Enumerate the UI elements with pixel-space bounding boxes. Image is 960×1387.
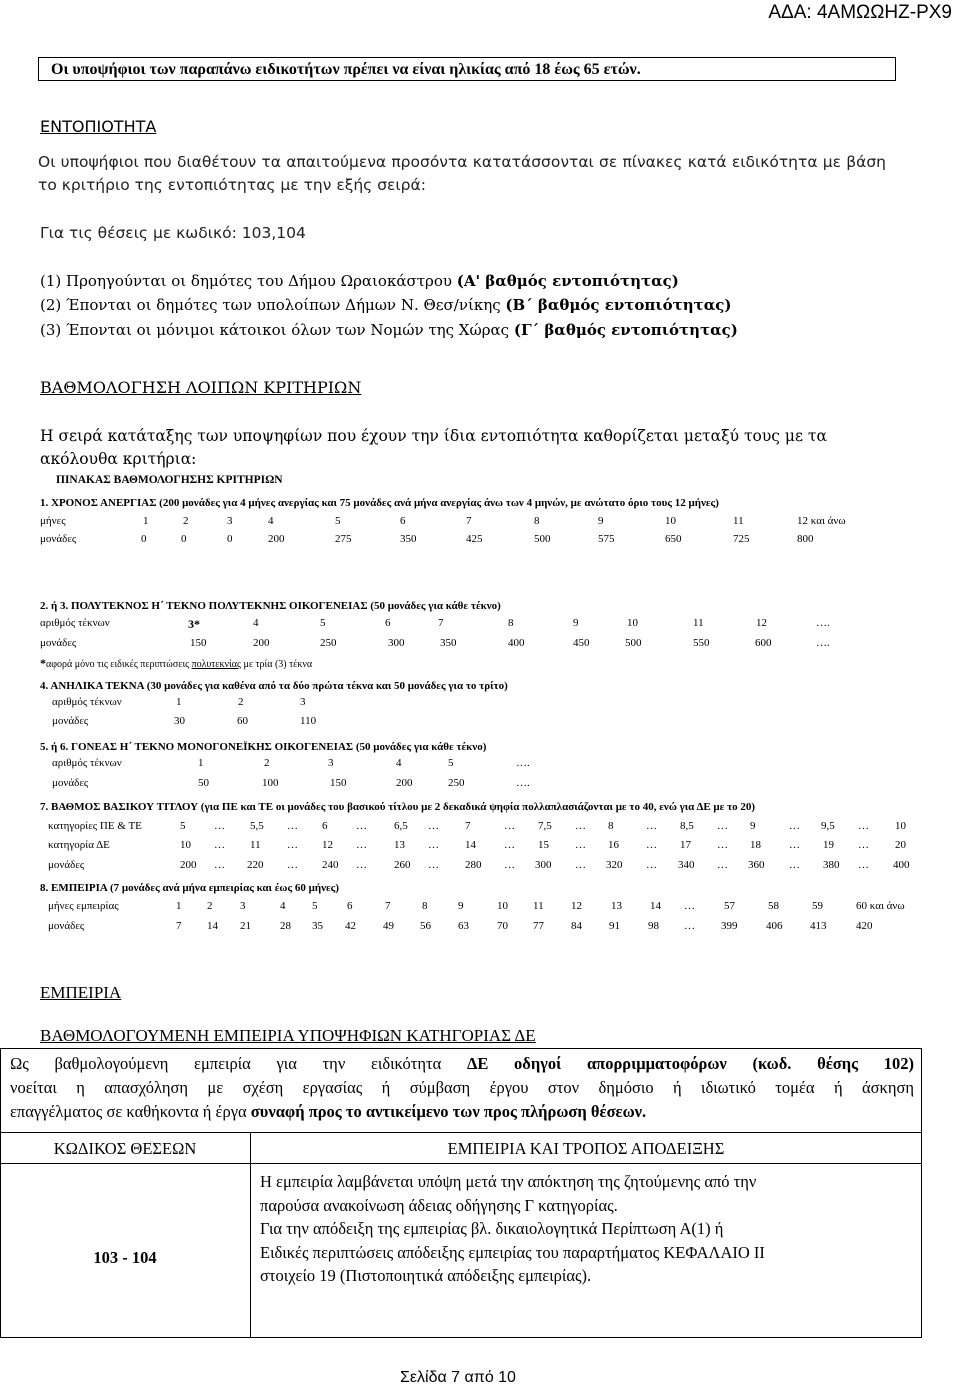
experience-description bbox=[260, 1170, 765, 1288]
table-cell: …. bbox=[516, 777, 530, 789]
single-parent-row1-label: αριθμός τέκνων bbox=[52, 757, 122, 769]
box-line-3-bold: συναφή προς το αντικείμενο των προς πλήρωση θέσεων. bbox=[250, 1102, 647, 1121]
table-cell: 12 bbox=[756, 617, 767, 629]
table-cell: 63 bbox=[458, 920, 469, 932]
degree-title: 7. ΒΑΘΜΟΣ ΒΑΣΙΚΟΥ ΤΙΤΛΟΥ (για ΠΕ και ΤΕ οι μονάδες του βασικού τίτλου με 2 δεκαδικά ψηφία πολλαπλασιάζονται με το 40, ενώ για ΔΕ με το 20) bbox=[40, 801, 756, 813]
table-cell: … bbox=[684, 900, 695, 912]
table-cell: … bbox=[684, 920, 695, 932]
multichild-row1-label: αριθμός τέκνων bbox=[40, 617, 110, 629]
grading-intro: Η σειρά κατάταξης των υποψηφίων που έχουν την ίδια εντοπιότητα καθορίζεται μεταξύ τους με τα ακόλουθα κριτήρια: bbox=[40, 427, 827, 468]
ada-code: ΑΔΑ: 4ΑΜΩΩΗΖ-ΡΧ9 bbox=[768, 2, 952, 23]
table-cell: 150 bbox=[330, 777, 347, 789]
multichild-note bbox=[40, 656, 312, 671]
table-cell: 650 bbox=[665, 533, 682, 545]
degree-row2-label: κατηγορία ΔΕ bbox=[48, 839, 110, 851]
locality-heading: ΕΝΤΟΠΙΟΤΗΤΑ bbox=[40, 117, 157, 136]
box-line-1-text: Ως βαθμολογούμενη εμπειρία για την ειδικότητα bbox=[10, 1054, 467, 1073]
table-cell: 9 bbox=[598, 515, 604, 527]
desc-line: παρούσα ανακοίνωση άδειας οδήγησης Γ κατηγορίας. bbox=[260, 1195, 618, 1215]
desc-line: στοιχείο 19 (Πιστοποιητικά απόδειξης εμπειρίας). bbox=[260, 1266, 592, 1285]
single-parent-row2-label: μονάδες bbox=[52, 777, 89, 789]
table-cell: 380 bbox=[823, 859, 840, 871]
table-cell: … bbox=[858, 859, 869, 871]
table-cell: 800 bbox=[797, 533, 814, 545]
table-cell: 200 bbox=[253, 637, 270, 649]
table-cell: 12 bbox=[571, 900, 582, 912]
table-cell: 12 bbox=[322, 839, 333, 851]
table-cell: 10 bbox=[497, 900, 508, 912]
multichild-title: 2. ή 3. ΠΟΛΥΤΕΚΝΟΣ Η΄ ΤΕΚΝΟ ΠΟΛΥΤΕΚΝΗΣ ΟΙΚΟΓΕΝΕΙΑΣ (50 μονάδες για κάθε τέκνο) bbox=[40, 600, 501, 612]
locality-item-1 bbox=[40, 272, 679, 290]
unemployment-row1-label: μήνες bbox=[40, 515, 66, 527]
table-cell: … bbox=[504, 839, 515, 851]
table-cell: 200 bbox=[268, 533, 285, 545]
col-header-codes: ΚΩΔΙΚΟΣ ΘΕΣΕΩΝ bbox=[53, 1139, 197, 1158]
table-cell: … bbox=[717, 859, 728, 871]
experience-row2-label: μονάδες bbox=[48, 920, 85, 932]
col-header-experience: ΕΜΠΕΙΡΙΑ ΚΑΙ ΤΡΟΠΟΣ ΑΠΟΔΕΙΞΗΣ bbox=[447, 1139, 725, 1158]
table-cell: 220 bbox=[247, 859, 264, 871]
table-cell: 50 bbox=[198, 777, 209, 789]
table-cell: … bbox=[575, 820, 586, 832]
table-cell: 500 bbox=[534, 533, 551, 545]
table-cell: … bbox=[214, 839, 225, 851]
table-cell: 10 bbox=[180, 839, 191, 851]
table-cell: 11 bbox=[250, 839, 261, 851]
table-cell: 6 bbox=[322, 820, 328, 832]
table-cell: 450 bbox=[573, 637, 590, 649]
desc-line: Ειδικές περιπτώσεις απόδειξης εμπειρίας του παραρτήματος ΚΕΦΑΛΑΙΟ ΙΙ bbox=[260, 1242, 765, 1262]
note-text-b: με τρία (3) τέκνα bbox=[240, 659, 313, 670]
experience-subheading: ΒΑΘΜΟΛΟΓΟΥΜΕΝΗ ΕΜΠΕΙΡΙΑ ΥΠΟΨΗΦΙΩΝ ΚΑΤΗΓΟΡΙΑΣ ΔΕ bbox=[40, 1026, 536, 1045]
table-cell: 5 bbox=[448, 757, 454, 769]
table-cell: 1 bbox=[143, 515, 149, 527]
table-cell: 260 bbox=[394, 859, 411, 871]
table-cell: … bbox=[287, 839, 298, 851]
table-cell: … bbox=[717, 839, 728, 851]
table-cell: 18 bbox=[750, 839, 761, 851]
table-cell: 8 bbox=[608, 820, 614, 832]
multichild-row2-label: μονάδες bbox=[40, 637, 77, 649]
table-cell: 4 bbox=[280, 900, 286, 912]
table-cell: … bbox=[646, 820, 657, 832]
table-cell: 240 bbox=[322, 859, 339, 871]
note-text-underlined: πολυτεκνίας bbox=[191, 659, 241, 670]
table-cell: … bbox=[646, 839, 657, 851]
table-cell: 200 bbox=[396, 777, 413, 789]
table-cell: 13 bbox=[394, 839, 405, 851]
table-cell: 2 bbox=[264, 757, 270, 769]
table-cell: 98 bbox=[648, 920, 659, 932]
unemployment-row2-label: μονάδες bbox=[40, 533, 77, 545]
table-cell: 6,5 bbox=[394, 820, 408, 832]
table-cell: 56 bbox=[420, 920, 431, 932]
table-cell: 300 bbox=[535, 859, 552, 871]
table-cell: 14 bbox=[650, 900, 661, 912]
table-cell: 84 bbox=[571, 920, 582, 932]
table-cell: 49 bbox=[383, 920, 394, 932]
table-cell: 2 bbox=[207, 900, 213, 912]
box-line-3 bbox=[10, 1102, 646, 1122]
experience-row1-label: μήνες εμπειρίας bbox=[48, 900, 119, 912]
table-cell: 725 bbox=[733, 533, 750, 545]
table-cell: 77 bbox=[533, 920, 544, 932]
table-cell: 360 bbox=[748, 859, 765, 871]
table-cell: 1 bbox=[176, 900, 182, 912]
table-cell: 600 bbox=[755, 637, 772, 649]
table-cell: … bbox=[287, 859, 298, 871]
table-cell: 5 bbox=[320, 617, 326, 629]
note-text-a: αφορά μόνο τις ειδικές περιπτώσεις bbox=[46, 659, 192, 670]
table-cell: 15 bbox=[538, 839, 549, 851]
table-cell: 60 και άνω bbox=[856, 900, 905, 912]
table-cell: 7 bbox=[385, 900, 391, 912]
table-cell: 350 bbox=[400, 533, 417, 545]
table-cell: 5 bbox=[335, 515, 341, 527]
table-cell: 3 bbox=[240, 900, 246, 912]
table-cell: 11 bbox=[693, 617, 704, 629]
locality-item-degree: (Β΄ βαθμός εντοπιότητας) bbox=[505, 296, 732, 314]
table-cell: … bbox=[428, 859, 439, 871]
table-cell: 60 bbox=[237, 715, 248, 727]
table-cell: 14 bbox=[207, 920, 218, 932]
table-cell: 0 bbox=[181, 533, 187, 545]
table-cell: 21 bbox=[240, 920, 251, 932]
table-cell: 13 bbox=[611, 900, 622, 912]
table-cell: 3 bbox=[328, 757, 334, 769]
minors-row1-label: αριθμός τέκνων bbox=[52, 696, 122, 708]
table-cell: 11 bbox=[533, 900, 544, 912]
table-top-border bbox=[0, 1132, 922, 1133]
table-cell: 9 bbox=[573, 617, 579, 629]
table-cell: 100 bbox=[262, 777, 279, 789]
table-cell: 3* bbox=[188, 617, 200, 631]
minors-title: 4. ΑΝΗΛΙΚΑ ΤΕΚΝΑ (30 μονάδες για καθένα από τα δύο πρώτα τέκνα και 50 μονάδες για το τρίτο) bbox=[40, 680, 508, 692]
position-codes: 103 - 104 bbox=[93, 1248, 157, 1267]
table-cell: …. bbox=[816, 617, 830, 629]
locality-item-text: (3) Έπονται οι μόνιμοι κάτοικοι όλων των Νομών της Χώρας bbox=[40, 321, 510, 339]
locality-item-2 bbox=[40, 296, 731, 314]
table-cell: 30 bbox=[174, 715, 185, 727]
table-cell: 0 bbox=[141, 533, 147, 545]
table-cell: 9 bbox=[750, 820, 756, 832]
table-cell: 425 bbox=[466, 533, 483, 545]
locality-item-degree: (Α' βαθμός εντοπιότητας) bbox=[456, 272, 679, 290]
table-cell: 8,5 bbox=[680, 820, 694, 832]
table-cell: 7 bbox=[176, 920, 182, 932]
grading-heading: ΒΑΘΜΟΛΟΓΗΣΗ ΛΟΙΠΩΝ ΚΡΙΤΗΡΙΩΝ bbox=[40, 378, 362, 397]
table-cell: … bbox=[789, 859, 800, 871]
single-parent-title: 5. ή 6. ΓΟΝΕΑΣ Η΄ ΤΕΚΝΟ ΜΟΝΟΓΟΝΕΪΚΗΣ ΟΙΚΟΓΕΝΕΙΑΣ (50 μονάδες για κάθε τέκνο) bbox=[40, 741, 487, 753]
table-cell: 7,5 bbox=[538, 820, 552, 832]
table-cell: 280 bbox=[465, 859, 482, 871]
table-cell: 7 bbox=[466, 515, 472, 527]
locality-item-3 bbox=[40, 321, 738, 339]
desc-line: Η εμπειρία λαμβάνεται υπόψη μετά την απόκτηση της ζητούμενης από την bbox=[260, 1172, 757, 1191]
table-cell: … bbox=[287, 820, 298, 832]
table-cell: … bbox=[356, 839, 367, 851]
age-note: Οι υποψήφιοι των παραπάνω ειδικοτήτων πρέπει να είναι ηλικίας από 18 έως 65 ετών. bbox=[51, 61, 641, 78]
table-cell: 10 bbox=[895, 820, 906, 832]
locality-item-text: (1) Προηγούνται οι δημότες του Δήμου Ωραιοκάστρου bbox=[40, 272, 452, 290]
table-cell: 19 bbox=[823, 839, 834, 851]
table-cell: … bbox=[214, 820, 225, 832]
table-cell: 400 bbox=[508, 637, 525, 649]
table-cell: … bbox=[717, 820, 728, 832]
table-cell: 4 bbox=[396, 757, 402, 769]
table-cell: … bbox=[504, 820, 515, 832]
locality-item-degree: (Γ΄ βαθμός εντοπιότητας) bbox=[513, 321, 738, 339]
table-cell: 58 bbox=[768, 900, 779, 912]
table-cell: 2 bbox=[183, 515, 189, 527]
table-cell: 500 bbox=[625, 637, 642, 649]
table-cell: 57 bbox=[724, 900, 735, 912]
table-cell: 5 bbox=[312, 900, 318, 912]
table-cell: 275 bbox=[335, 533, 352, 545]
table-cell: 4 bbox=[268, 515, 274, 527]
box-line-1-bold: ΔΕ οδηγοί απορριμματοφόρων (κωδ. θέσης 102) bbox=[466, 1054, 914, 1073]
box-line-1 bbox=[10, 1054, 914, 1074]
table-cell: 8 bbox=[534, 515, 540, 527]
table-cell: 1 bbox=[176, 696, 182, 708]
box-top-border bbox=[0, 1048, 922, 1049]
table-cell: 42 bbox=[345, 920, 356, 932]
table-cell: 300 bbox=[388, 637, 405, 649]
locality-item-text: (2) Έπονται οι δημότες των υπολοίπων Δήμων Ν. Θεσ/νίκης bbox=[40, 296, 501, 314]
locality-intro: Οι υποψήφιοι που διαθέτουν τα απαιτούμενα προσόντα κατατάσσονται σε πίνακες κατά ειδικότητα με βάση το κριτήριο της εντοπιότητας με την εξής σειρά: bbox=[38, 153, 886, 194]
table-cell: 2 bbox=[238, 696, 244, 708]
table-cell: 10 bbox=[627, 617, 638, 629]
table-cell: … bbox=[789, 839, 800, 851]
box-line-3-text: επαγγέλματος σε καθήκοντα ή έργα bbox=[10, 1102, 251, 1121]
table-cell: 16 bbox=[608, 839, 619, 851]
desc-line: Για την απόδειξη της εμπειρίας βλ. δικαιολογητικά Περίπτωση Α(1) ή bbox=[260, 1219, 724, 1238]
table-cell: … bbox=[575, 839, 586, 851]
table-cell: 6 bbox=[385, 617, 391, 629]
table-cell: 340 bbox=[678, 859, 695, 871]
table-cell: …. bbox=[516, 757, 530, 769]
box-line-2: νοείται η απασχόληση με σχέση εργασίας ή σύμβαση έργου στον δημόσιο ή ιδιωτικό τομέα ή άσκηση bbox=[10, 1078, 914, 1097]
table-cell: … bbox=[214, 859, 225, 871]
table-cell: 8 bbox=[422, 900, 428, 912]
degree-row1-label: κατηγορίες ΠΕ & ΤΕ bbox=[48, 820, 142, 832]
table-cell: 575 bbox=[598, 533, 615, 545]
table-cell: 28 bbox=[280, 920, 291, 932]
table-cell: 70 bbox=[497, 920, 508, 932]
table-cell: … bbox=[646, 859, 657, 871]
table-cell: 250 bbox=[448, 777, 465, 789]
locality-codes-line: Για τις θέσεις με κωδικό: 103,104 bbox=[40, 224, 306, 242]
table-cell: 110 bbox=[300, 715, 317, 727]
table-cell: … bbox=[428, 820, 439, 832]
table-cell: 6 bbox=[347, 900, 353, 912]
table-cell: 35 bbox=[312, 920, 323, 932]
table-cell: 250 bbox=[320, 637, 337, 649]
table-cell: 3 bbox=[227, 515, 233, 527]
table-cell: 0 bbox=[227, 533, 233, 545]
table-cell: 59 bbox=[812, 900, 823, 912]
table-column-divider bbox=[250, 1132, 251, 1338]
table-cell: 8 bbox=[508, 617, 514, 629]
page-footer: Σελίδα 7 από 10 bbox=[400, 1369, 516, 1386]
table-cell: … bbox=[428, 839, 439, 851]
table-cell: 6 bbox=[400, 515, 406, 527]
table-cell: 5,5 bbox=[250, 820, 264, 832]
table-cell: 3 bbox=[300, 696, 306, 708]
table-cell: 9,5 bbox=[821, 820, 835, 832]
table-header-border bbox=[0, 1163, 922, 1164]
table-cell: … bbox=[858, 839, 869, 851]
table-cell: … bbox=[504, 859, 515, 871]
table-cell: 406 bbox=[766, 920, 783, 932]
table-cell: 12 και άνω bbox=[797, 515, 846, 527]
table-cell: 7 bbox=[438, 617, 444, 629]
table-cell: 320 bbox=[606, 859, 623, 871]
table-cell: 400 bbox=[893, 859, 910, 871]
table-cell: 7 bbox=[465, 820, 471, 832]
table-cell: … bbox=[858, 820, 869, 832]
table-cell: …. bbox=[816, 637, 830, 649]
table-cell: 5 bbox=[180, 820, 186, 832]
table-cell: 4 bbox=[253, 617, 259, 629]
table-cell: 420 bbox=[856, 920, 873, 932]
degree-row3-label: μονάδες bbox=[48, 859, 85, 871]
unemployment-title: 1. ΧΡΟΝΟΣ ΑΝΕΡΓΙΑΣ (200 μονάδες για 4 μήνες ανεργίας και 75 μονάδες ανά μήνα ανεργίας άνω των 4 μηνών, με ανώτατο όριο τους 12 μήνες) bbox=[40, 497, 719, 509]
experience-heading: ΕΜΠΕΙΡΙΑ bbox=[40, 983, 122, 1002]
table-cell: 399 bbox=[721, 920, 738, 932]
note-star: * bbox=[40, 656, 46, 670]
table-cell: 413 bbox=[810, 920, 827, 932]
table-cell: 17 bbox=[680, 839, 691, 851]
table-cell: 14 bbox=[465, 839, 476, 851]
grading-table-title: ΠΙΝΑΚΑΣ ΒΑΘΜΟΛΟΓΗΣΗΣ ΚΡΙΤΗΡΙΩΝ bbox=[56, 474, 283, 486]
age-note-box bbox=[38, 57, 896, 81]
experience-table-title: 8. ΕΜΠΕΙΡΙΑ (7 μονάδες ανά μήνα εμπειρίας και έως 60 μήνες) bbox=[40, 882, 339, 894]
table-cell: … bbox=[356, 820, 367, 832]
table-cell: 11 bbox=[733, 515, 744, 527]
table-cell: 20 bbox=[895, 839, 906, 851]
table-cell: 350 bbox=[440, 637, 457, 649]
table-cell: 200 bbox=[180, 859, 197, 871]
table-cell: … bbox=[789, 820, 800, 832]
table-cell: … bbox=[356, 859, 367, 871]
table-cell: 1 bbox=[198, 757, 204, 769]
table-cell: … bbox=[575, 859, 586, 871]
minors-row2-label: μονάδες bbox=[52, 715, 89, 727]
table-cell: 9 bbox=[458, 900, 464, 912]
table-cell: 550 bbox=[693, 637, 710, 649]
table-cell: 91 bbox=[609, 920, 620, 932]
table-cell: 150 bbox=[190, 637, 207, 649]
table-cell: 10 bbox=[665, 515, 676, 527]
